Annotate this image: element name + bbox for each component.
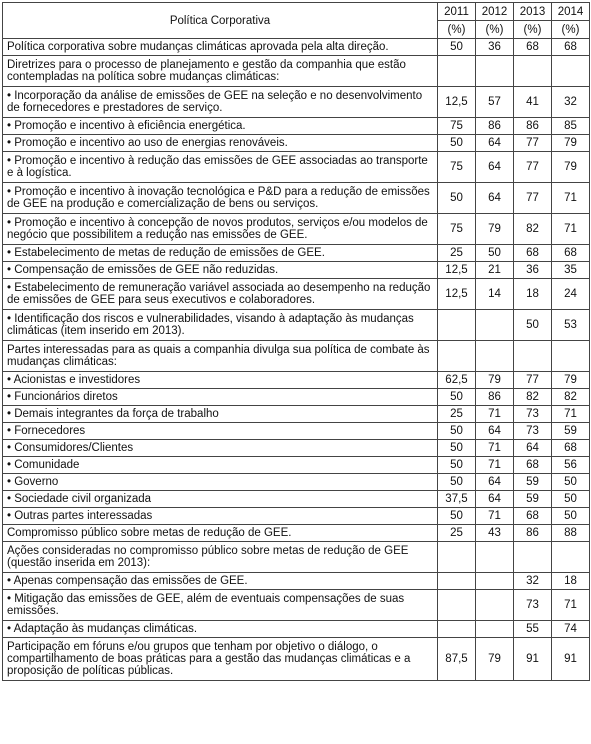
- cell-value-2013: 68: [514, 508, 552, 525]
- cell-value-2012: 64: [476, 135, 514, 152]
- section-label: Diretrizes para o processo de planejamento e gestão da companhia que estão contempladas na política sobre mudanças climáticas:: [3, 56, 438, 87]
- cell-value-2012: [476, 341, 514, 372]
- cell-value-2013: 59: [514, 491, 552, 508]
- row-label: • Promoção e incentivo à eficiência energética.: [3, 118, 438, 135]
- cell-value-2013: 77: [514, 135, 552, 152]
- cell-value-2013: 77: [514, 183, 552, 214]
- cell-value-2012: 86: [476, 389, 514, 406]
- cell-value-2011: 12,5: [438, 279, 476, 310]
- cell-value-2013: 55: [514, 621, 552, 638]
- row-label: • Consumidores/Clientes: [3, 440, 438, 457]
- cell-value-2014: 88: [552, 525, 590, 542]
- table-row: [3, 389, 590, 406]
- table-row: [3, 118, 590, 135]
- cell-value-2011: [438, 56, 476, 87]
- cell-value-2011: 50: [438, 508, 476, 525]
- cell-value-2011: 25: [438, 245, 476, 262]
- table-row: [3, 457, 590, 474]
- cell-value-2012: 50: [476, 245, 514, 262]
- cell-value-2012: 36: [476, 39, 514, 56]
- cell-value-2011: 50: [438, 474, 476, 491]
- table-body: [3, 39, 590, 681]
- cell-value-2013: 73: [514, 406, 552, 423]
- cell-value-2013: 73: [514, 423, 552, 440]
- cell-value-2013: 32: [514, 573, 552, 590]
- row-label: • Promoção e incentivo à inovação tecnológica e P&D para a redução de emissões de GEE na produção e comercialização de bens ou serviços.: [3, 183, 438, 214]
- row-label: • Promoção e incentivo à concepção de novos produtos, serviços e/ou modelos de negócio que possibilitem a redução nas emissões de GEE.: [3, 214, 438, 245]
- cell-value-2014: 74: [552, 621, 590, 638]
- cell-value-2012: [476, 590, 514, 621]
- cell-value-2013: 59: [514, 474, 552, 491]
- row-label: • Funcionários diretos: [3, 389, 438, 406]
- unit-label: (%): [552, 21, 590, 39]
- cell-value-2011: [438, 573, 476, 590]
- row-label: Compromisso público sobre metas de redução de GEE.: [3, 525, 438, 542]
- cell-value-2014: 35: [552, 262, 590, 279]
- cell-value-2013: [514, 542, 552, 573]
- column-header-year-2011: 2011: [438, 3, 476, 21]
- cell-value-2014: [552, 341, 590, 372]
- table-row: [3, 39, 590, 56]
- cell-value-2011: 50: [438, 135, 476, 152]
- cell-value-2012: 64: [476, 183, 514, 214]
- cell-value-2013: 68: [514, 457, 552, 474]
- row-label: • Identificação dos riscos e vulnerabilidades, visando à adaptação às mudanças climáticas (item inserido em 2013).: [3, 310, 438, 341]
- cell-value-2014: 79: [552, 372, 590, 389]
- table-row: [3, 491, 590, 508]
- unit-label: (%): [514, 21, 552, 39]
- column-header-year-2014: 2014: [552, 3, 590, 21]
- cell-value-2013: 82: [514, 214, 552, 245]
- cell-value-2013: 50: [514, 310, 552, 341]
- row-label: Política corporativa sobre mudanças climáticas aprovada pela alta direção.: [3, 39, 438, 56]
- cell-value-2011: [438, 621, 476, 638]
- cell-value-2013: 64: [514, 440, 552, 457]
- cell-value-2011: 50: [438, 389, 476, 406]
- table-row: [3, 525, 590, 542]
- row-label: • Demais integrantes da força de trabalho: [3, 406, 438, 423]
- cell-value-2013: 82: [514, 389, 552, 406]
- section-label: Partes interessadas para as quais a companhia divulga sua política de combate às mudanças climáticas:: [3, 341, 438, 372]
- row-label: • Governo: [3, 474, 438, 491]
- table-row: [3, 474, 590, 491]
- row-label: • Adaptação às mudanças climáticas.: [3, 621, 438, 638]
- row-label: • Estabelecimento de remuneração variável associada ao desempenho na redução de emissões de GEE para seus executivos e colaboradores.: [3, 279, 438, 310]
- table-row: [3, 590, 590, 621]
- unit-label: (%): [438, 21, 476, 39]
- cell-value-2013: 86: [514, 118, 552, 135]
- cell-value-2012: 71: [476, 508, 514, 525]
- cell-value-2012: 79: [476, 638, 514, 681]
- cell-value-2014: 68: [552, 440, 590, 457]
- cell-value-2014: 82: [552, 389, 590, 406]
- table-row: [3, 279, 590, 310]
- cell-value-2013: 77: [514, 372, 552, 389]
- cell-value-2011: [438, 310, 476, 341]
- cell-value-2012: 79: [476, 214, 514, 245]
- cell-value-2014: [552, 56, 590, 87]
- cell-value-2011: 75: [438, 152, 476, 183]
- table-row: [3, 245, 590, 262]
- cell-value-2012: [476, 542, 514, 573]
- row-label: • Compensação de emissões de GEE não reduzidas.: [3, 262, 438, 279]
- cell-value-2013: 36: [514, 262, 552, 279]
- row-label: • Incorporação da análise de emissões de GEE na seleção e no desenvolvimento de fornecedores e prestadores de serviço.: [3, 87, 438, 118]
- row-label: • Comunidade: [3, 457, 438, 474]
- cell-value-2011: [438, 590, 476, 621]
- column-header-policy: Política Corporativa: [3, 3, 438, 39]
- cell-value-2011: 50: [438, 39, 476, 56]
- cell-value-2011: 12,5: [438, 87, 476, 118]
- cell-value-2014: 56: [552, 457, 590, 474]
- row-label: Participação em fóruns e/ou grupos que tenham por objetivo o diálogo, o compartilhamento de boas práticas para a gestão das mudanças climáticas e a proposição de políticas públicas.: [3, 638, 438, 681]
- cell-value-2011: 87,5: [438, 638, 476, 681]
- cell-value-2014: [552, 542, 590, 573]
- cell-value-2012: [476, 573, 514, 590]
- table-row: [3, 183, 590, 214]
- cell-value-2014: 50: [552, 491, 590, 508]
- unit-label: (%): [476, 21, 514, 39]
- cell-value-2012: 43: [476, 525, 514, 542]
- cell-value-2012: 14: [476, 279, 514, 310]
- cell-value-2011: 12,5: [438, 262, 476, 279]
- row-label: • Promoção e incentivo à redução das emissões de GEE associadas ao transporte e à logística.: [3, 152, 438, 183]
- cell-value-2013: 18: [514, 279, 552, 310]
- cell-value-2014: 71: [552, 214, 590, 245]
- section-label: Ações consideradas no compromisso público sobre metas de redução de GEE (questão inserida em 2013):: [3, 542, 438, 573]
- cell-value-2014: 50: [552, 508, 590, 525]
- row-label: • Promoção e incentivo ao uso de energias renováveis.: [3, 135, 438, 152]
- table-row: [3, 372, 590, 389]
- cell-value-2011: 50: [438, 183, 476, 214]
- cell-value-2012: 64: [476, 491, 514, 508]
- cell-value-2011: 50: [438, 423, 476, 440]
- cell-value-2011: 25: [438, 406, 476, 423]
- table-row: [3, 152, 590, 183]
- row-label: • Apenas compensação das emissões de GEE.: [3, 573, 438, 590]
- table-row: [3, 573, 590, 590]
- cell-value-2012: 64: [476, 423, 514, 440]
- cell-value-2012: 64: [476, 474, 514, 491]
- cell-value-2014: 68: [552, 245, 590, 262]
- cell-value-2014: 68: [552, 39, 590, 56]
- row-label: • Estabelecimento de metas de redução de emissões de GEE.: [3, 245, 438, 262]
- cell-value-2012: 71: [476, 440, 514, 457]
- column-header-year-2012: 2012: [476, 3, 514, 21]
- row-label: • Outras partes interessadas: [3, 508, 438, 525]
- cell-value-2012: [476, 56, 514, 87]
- cell-value-2013: [514, 341, 552, 372]
- table-row: [3, 87, 590, 118]
- cell-value-2014: 71: [552, 406, 590, 423]
- cell-value-2012: 79: [476, 372, 514, 389]
- cell-value-2013: 73: [514, 590, 552, 621]
- cell-value-2011: 50: [438, 440, 476, 457]
- cell-value-2014: 79: [552, 152, 590, 183]
- section-header-row: [3, 56, 590, 87]
- row-label: • Fornecedores: [3, 423, 438, 440]
- cell-value-2011: 62,5: [438, 372, 476, 389]
- cell-value-2011: 25: [438, 525, 476, 542]
- cell-value-2013: 68: [514, 39, 552, 56]
- table-row: [3, 638, 590, 681]
- cell-value-2012: 21: [476, 262, 514, 279]
- cell-value-2011: [438, 542, 476, 573]
- table-row: [3, 440, 590, 457]
- row-label: • Acionistas e investidores: [3, 372, 438, 389]
- cell-value-2014: 50: [552, 474, 590, 491]
- cell-value-2011: 37,5: [438, 491, 476, 508]
- cell-value-2014: 85: [552, 118, 590, 135]
- cell-value-2014: 24: [552, 279, 590, 310]
- cell-value-2012: 71: [476, 406, 514, 423]
- table-row: [3, 214, 590, 245]
- cell-value-2012: 71: [476, 457, 514, 474]
- cell-value-2011: 75: [438, 214, 476, 245]
- cell-value-2011: 50: [438, 457, 476, 474]
- table-row: [3, 508, 590, 525]
- cell-value-2014: 71: [552, 590, 590, 621]
- cell-value-2014: 79: [552, 135, 590, 152]
- row-label: • Sociedade civil organizada: [3, 491, 438, 508]
- cell-value-2013: 68: [514, 245, 552, 262]
- cell-value-2014: 71: [552, 183, 590, 214]
- row-label: • Mitigação das emissões de GEE, além de eventuais compensações de suas emissões.: [3, 590, 438, 621]
- cell-value-2012: 64: [476, 152, 514, 183]
- cell-value-2011: 75: [438, 118, 476, 135]
- table-row: [3, 621, 590, 638]
- cell-value-2012: [476, 310, 514, 341]
- cell-value-2013: 86: [514, 525, 552, 542]
- cell-value-2012: [476, 621, 514, 638]
- climate-policy-table: [2, 2, 590, 681]
- cell-value-2013: 77: [514, 152, 552, 183]
- section-header-row: [3, 542, 590, 573]
- section-header-row: [3, 341, 590, 372]
- cell-value-2012: 57: [476, 87, 514, 118]
- cell-value-2014: 59: [552, 423, 590, 440]
- cell-value-2014: 91: [552, 638, 590, 681]
- table-row: [3, 310, 590, 341]
- column-header-year-2013: 2013: [514, 3, 552, 21]
- cell-value-2014: 53: [552, 310, 590, 341]
- table-row: [3, 135, 590, 152]
- cell-value-2013: 41: [514, 87, 552, 118]
- table-row: [3, 262, 590, 279]
- cell-value-2013: 91: [514, 638, 552, 681]
- cell-value-2012: 86: [476, 118, 514, 135]
- table-row: [3, 406, 590, 423]
- cell-value-2014: 18: [552, 573, 590, 590]
- cell-value-2011: [438, 341, 476, 372]
- cell-value-2013: [514, 56, 552, 87]
- cell-value-2014: 32: [552, 87, 590, 118]
- table-row: [3, 423, 590, 440]
